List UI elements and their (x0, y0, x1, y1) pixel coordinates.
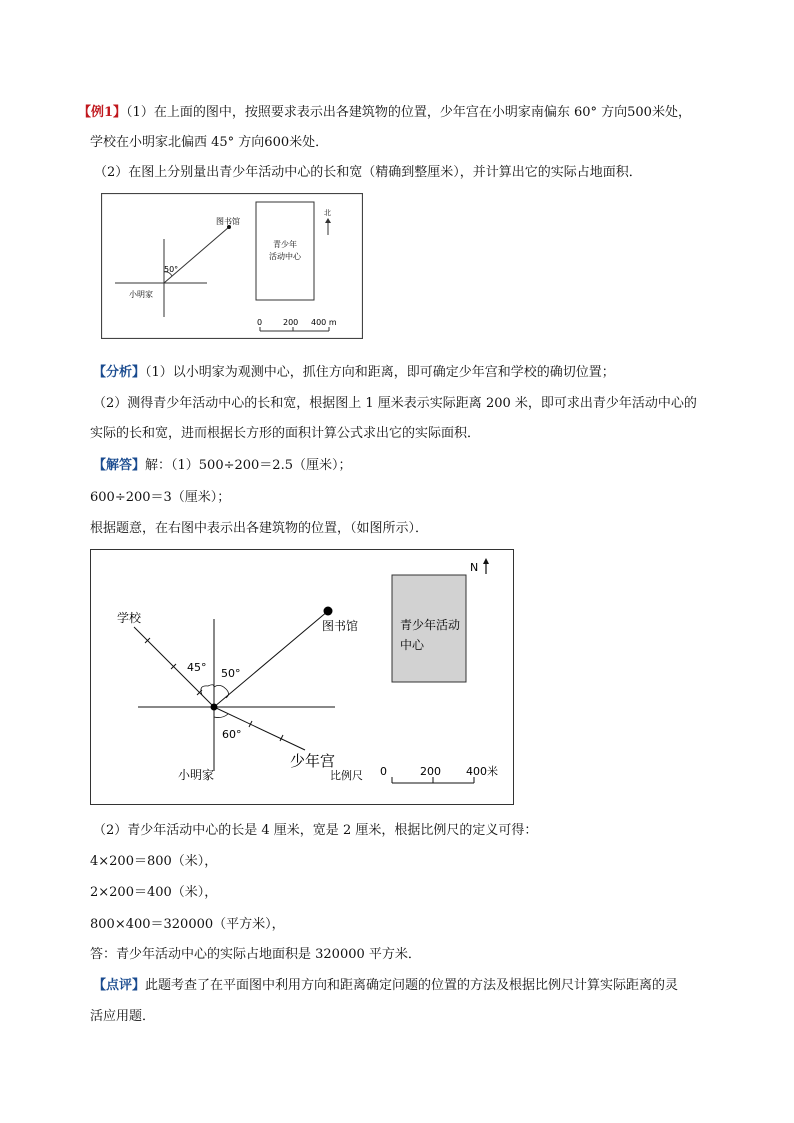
example-tag: 【例1】 (78, 105, 127, 120)
figure2-north-label: N (470, 561, 479, 574)
comment-text-2: 活应用题． (90, 1009, 156, 1024)
figure1-library-label: 图书馆 (216, 217, 240, 226)
analysis-line-1 (93, 364, 615, 382)
figure1-north-label: 北 (324, 209, 331, 217)
analysis-text-2: （2）测得青少年活动中心的长和宽，根据图上 1 厘米表示实际距离 200 米，即可求出青少年活动中心的 (93, 396, 697, 411)
answer-text-8: 答：青少年活动中心的实际占地面积是 320000 平方米． (90, 947, 421, 962)
figure2-center-label-1: 青少年活动 (400, 618, 461, 632)
figure1-scale-label-0: 0 (257, 318, 263, 327)
answer-tag: 【解答】 (93, 458, 146, 473)
analysis-text-3: 实际的长和宽，进而根据长方形的面积计算公式求出它的实际面积． (90, 426, 481, 441)
figure1-angle-label: 50° (164, 265, 179, 274)
figure1-scale-label-1: 200 (283, 318, 299, 327)
question-1-text-b: 学校在小明家北偏西 45° 方向600米处． (90, 135, 329, 150)
figure1-scale-label-2: 400 m (311, 318, 337, 327)
figure2-angle-50: 50° (221, 667, 241, 680)
answer-text-6: 2×200＝400（米）， (90, 885, 218, 900)
question-line-1 (78, 104, 691, 122)
answer-text-3: 根据题意，在右图中表示出各建筑物的位置，（如图所示）． (90, 521, 429, 536)
answer-line-1 (93, 457, 351, 475)
figure-original-map (101, 193, 363, 339)
figure2-scale-label: 比例尺 (330, 769, 363, 782)
answer-text-1: 解：（1）500÷200＝2.5（厘米）； (145, 458, 352, 473)
figure2-angle-45: 45° (187, 661, 207, 674)
analysis-tag: 【分析】 (93, 365, 146, 380)
figure2-palace-label: 少年宫 (290, 752, 336, 770)
figure2-scale-200: 200 (420, 765, 441, 778)
figure2-center-label-2: 中心 (400, 638, 425, 652)
figure2-home-label: 小明家 (178, 768, 215, 782)
answer-text-4: （2）青少年活动中心的长是 4 厘米，宽是 2 厘米，根据比例尺的定义可得： (93, 823, 538, 838)
answer-text-7: 800×400＝320000（平方米）， (90, 917, 285, 932)
analysis-text-1: （1）以小明家为观测中心，抓住方向和距离，即可确定少年宫和学校的确切位置； (145, 365, 615, 380)
question-2-text: （2）在图上分别量出青少年活动中心的长和宽（精确到整厘米），并计算出它的实际占地面积． (94, 165, 642, 180)
figure2-home-dot (211, 704, 218, 711)
comment-line-1 (93, 977, 678, 995)
answer-text-2: 600÷200＝3（厘米）； (90, 490, 231, 505)
comment-text-1: 此题考查了在平面图中利用方向和距离确定问题的位置的方法及根据比例尺计算实际距离的灵 (145, 978, 679, 993)
figure2-scale-0: 0 (380, 765, 387, 778)
figure2-scale-400: 400米 (466, 765, 498, 778)
answer-text-5: 4×200＝800（米）， (90, 854, 218, 869)
figure1-center-label-1: 青少年 (273, 240, 297, 249)
figure-solution-map (90, 549, 514, 805)
figure1-center-label-2: 活动中心 (269, 252, 301, 261)
figure2-library-dot (324, 607, 333, 616)
comment-tag: 【点评】 (93, 978, 146, 993)
question-1-text-a: （1）在上面的图中，按照要求表示出各建筑物的位置，少年宫在小明家南偏东 60° 方向500米处， (126, 105, 691, 120)
figure2-library-label: 图书馆 (322, 619, 359, 633)
figure1-home-label: 小明家 (129, 290, 153, 299)
figure2-angle-60: 60° (222, 728, 242, 741)
figure2-school-label: 学校 (117, 611, 142, 625)
